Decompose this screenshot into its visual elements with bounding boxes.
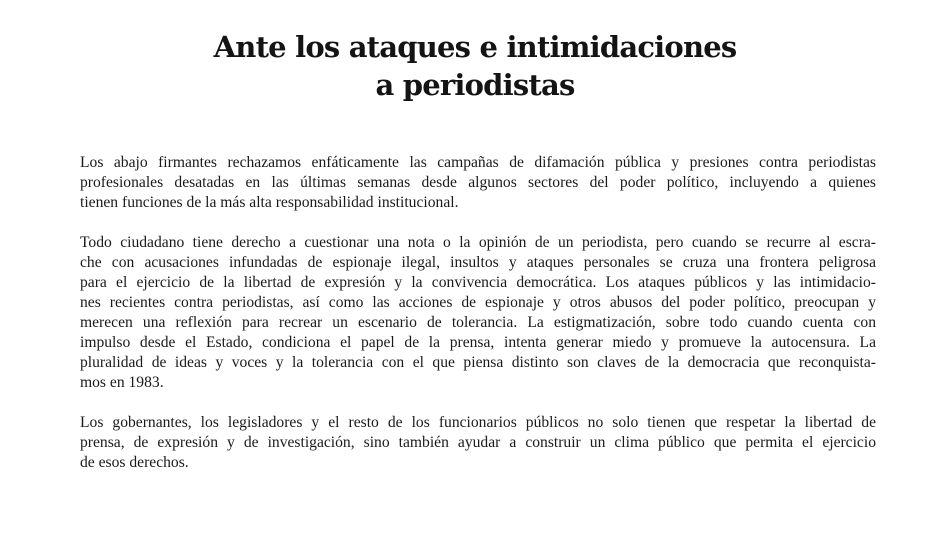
paragraph-2 (80, 233, 876, 393)
paragraph-3 (80, 413, 876, 473)
title-line-1: Ante los ataques e intimidaciones (213, 30, 737, 64)
paragraph-line: mos en 1983. (80, 374, 164, 391)
paragraph-line: Los gobernantes, los legisladores y el resto de los funcionarios públicos no solo tienen que respetar la libertad de (80, 414, 876, 431)
paragraph-line: prensa, de expresión y de investigación, sino también ayudar a construir un clima público que permita el ejercicio (80, 434, 876, 451)
paragraph-line: tienen funciones de la más alta responsabilidad institucional. (80, 194, 459, 211)
title-line-2: a periodistas (375, 68, 575, 102)
paragraph-line: Todo ciudadano tiene derecho a cuestionar una nota o la opinión de un periodista, pero cuando se recurre al escra- (80, 234, 876, 251)
paragraph-line: Los abajo firmantes rechazamos enfáticamente las campañas de difamación pública y presiones contra periodistas (80, 154, 876, 171)
document-title (0, 28, 950, 104)
paragraph-line: nes recientes contra periodistas, así como las acciones de espionaje y otros abusos del poder político, preocupan y (80, 294, 876, 311)
paragraph-line: che con acusaciones infundadas de espionaje ilegal, insultos y ataques personales se cruza una frontera peligrosa (80, 254, 876, 271)
paragraph-1 (80, 153, 876, 213)
paragraph-line: de esos derechos. (80, 454, 189, 471)
document-body (80, 153, 876, 493)
paragraph-line: para el ejercicio de la libertad de expresión y la convivencia democrática. Los ataques públicos y las intimidacio- (80, 274, 876, 291)
paragraph-line: profesionales desatadas en las últimas semanas desde algunos sectores del poder político, incluyendo a quienes (80, 174, 876, 191)
paragraph-line: pluralidad de ideas y voces y la tolerancia con el que piensa distinto son claves de la democracia que reconquista- (80, 354, 876, 371)
paragraph-line: merecen una reflexión para recrear un escenario de tolerancia. La estigmatización, sobre todo cuando cuenta con (80, 314, 876, 331)
paragraph-line: impulso desde el Estado, condiciona el papel de la prensa, intenta generar miedo y promueve la autocensura. La (80, 334, 876, 351)
